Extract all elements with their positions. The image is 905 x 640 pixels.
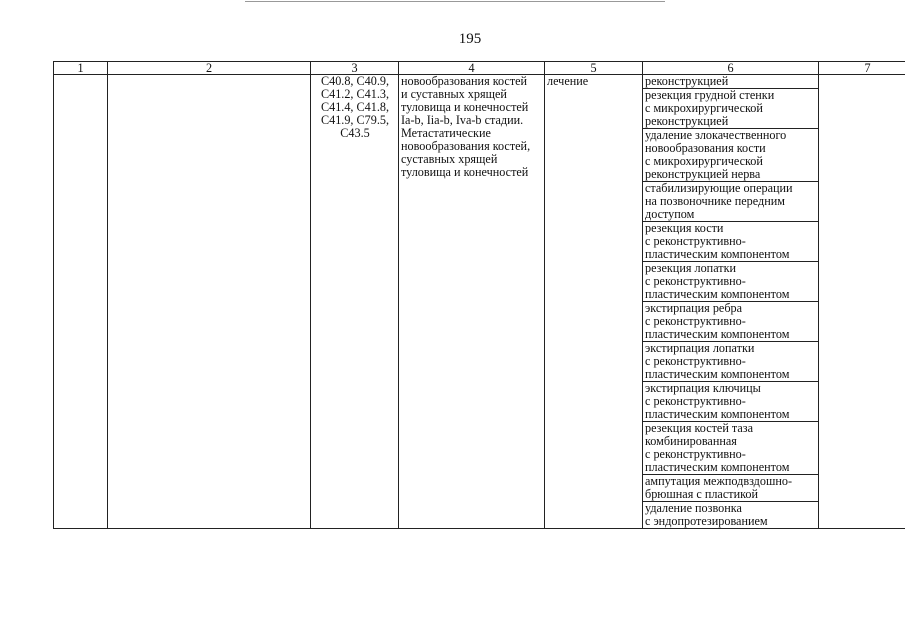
table-row	[54, 75, 905, 529]
procedure-item: стабилизирующие операции на позвоночнике передним доступом	[643, 182, 818, 222]
table-header-row	[54, 62, 905, 75]
procedure-item: реконструкцией	[643, 75, 818, 89]
column-header-6: 6	[643, 62, 819, 75]
procedures-cell	[643, 75, 819, 529]
column-header-2: 2	[108, 62, 311, 75]
column-header-7: 7	[819, 62, 905, 75]
procedure-item: резекция лопатки с реконструктивно- пластическим компонентом	[643, 262, 818, 302]
procedure-item: резекция кости с реконструктивно- пластическим компонентом	[643, 222, 818, 262]
cell-col2	[108, 75, 311, 529]
column-header-4: 4	[399, 62, 545, 75]
procedure-item: резекция костей таза комбинированная с реконструктивно- пластическим компонентом	[643, 422, 818, 475]
procedure-item: экстирпация лопатки с реконструктивно- пластическим компонентом	[643, 342, 818, 382]
procedure-item: удаление злокачественного новообразования кости с микрохирургической реконструкцией нерва	[643, 129, 818, 182]
treatment-table	[53, 61, 905, 529]
procedure-item: экстирпация ребра с реконструктивно- пластическим компонентом	[643, 302, 818, 342]
treatment-type-cell: лечение	[545, 75, 643, 529]
procedure-item: удаление позвонка с эндопротезированием	[645, 501, 768, 528]
page-number: 195	[458, 31, 482, 47]
cell-col1	[54, 75, 108, 529]
icd-codes-cell: C40.8, C40.9, C41.2, C41.3, C41.4, C41.8, C41.9, C79.5, C43.5	[311, 75, 399, 529]
cell-col7	[819, 75, 905, 529]
procedure-item: экстирпация ключицы с реконструктивно- пластическим компонентом	[643, 382, 818, 422]
column-header-1: 1	[54, 62, 108, 75]
procedure-item: ампутация межподвздошно- брюшная с пластикой	[643, 475, 818, 502]
column-header-5: 5	[545, 62, 643, 75]
scan-top-edge-line	[245, 1, 665, 2]
diagnosis-cell: новообразования костей и суставных хрящей туловища и конечностей Ia-b, Iia-b, Iva-b стадии. Метастатические новообразования костей, суставных хрящей туловища и конечностей	[399, 75, 545, 529]
procedure-item: резекция грудной стенки с микрохирургической реконструкцией	[643, 89, 818, 129]
column-header-3: 3	[311, 62, 399, 75]
